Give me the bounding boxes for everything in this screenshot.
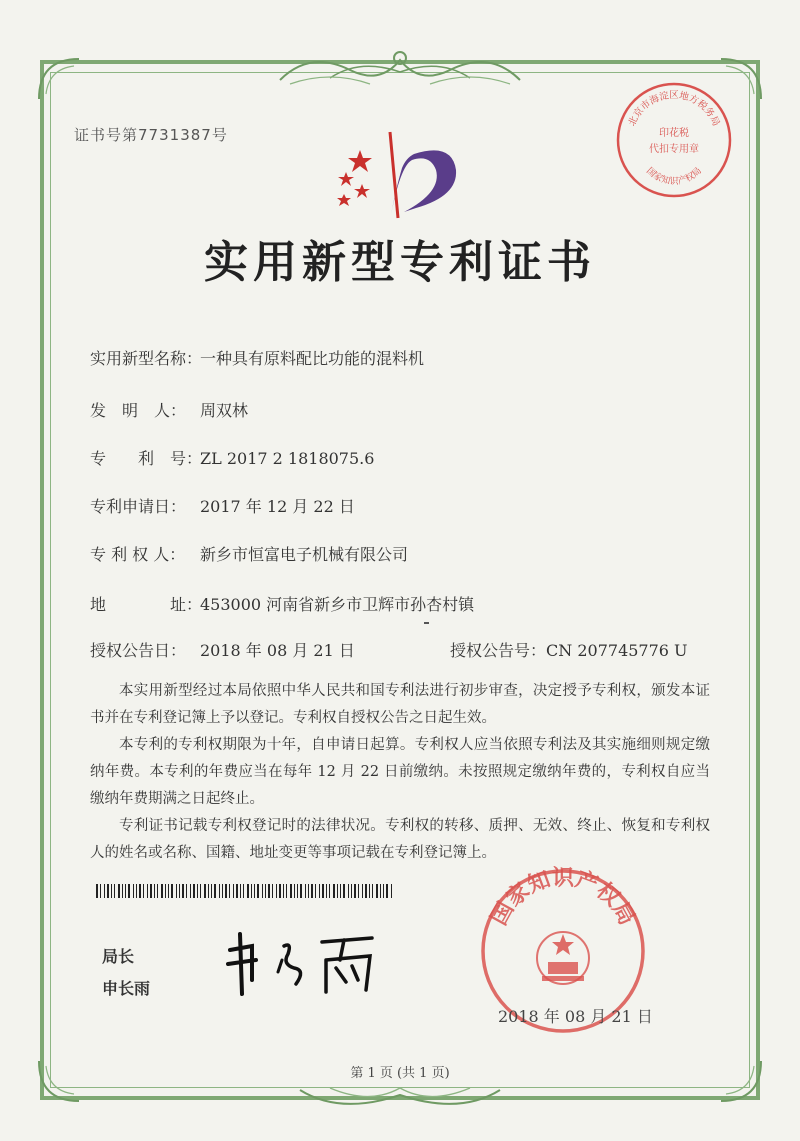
- barcode-bar: [358, 884, 359, 898]
- barcode-bar: [128, 884, 130, 898]
- barcode-bar: [251, 884, 252, 898]
- barcode-bar: [297, 884, 298, 898]
- barcode-bar: [383, 884, 384, 898]
- barcode-bar: [96, 884, 98, 898]
- barcode-bar: [240, 884, 241, 898]
- barcode-bar: [369, 884, 370, 898]
- barcode-bar: [365, 884, 367, 898]
- barcode-bar: [268, 884, 270, 898]
- certificate-number: 证书号第7731387号: [74, 126, 228, 144]
- barcode-bar: [386, 884, 388, 898]
- barcode-bar: [133, 884, 134, 898]
- barcode-bar: [171, 884, 173, 898]
- barcode-bar: [272, 884, 273, 898]
- director-role: 局长: [102, 947, 135, 966]
- barcode-bar: [204, 884, 206, 898]
- barcode-bar: [214, 884, 216, 898]
- barcode-bar: [147, 884, 148, 898]
- barcode-bar: [254, 884, 255, 898]
- barcode-bar: [276, 884, 277, 898]
- barcode-bar: [329, 884, 330, 898]
- barcode-bar: [154, 884, 155, 898]
- barcode-bar: [290, 884, 292, 898]
- tax-stamp: [612, 78, 736, 202]
- barcode-bar: [391, 884, 392, 898]
- barcode-bar: [136, 884, 137, 898]
- barcode-bar: [308, 884, 309, 898]
- svg-text:国家知识产权局: 国家知识产权局: [486, 866, 640, 930]
- barcode-bar: [372, 884, 373, 898]
- body-paragraph: 本实用新型经过本局依照中华人民共和国专利法进行初步审查，决定授予专利权，颁发本证书并在专利登记簿上予以登记。专利权自授权公告之日起生效。: [90, 683, 710, 726]
- director-signature: [222, 920, 392, 1000]
- field-grant-date: 授权公告日： 2018 年 08 月 21 日: [90, 641, 355, 660]
- field-patentee: 专 利 权 人： 新乡市恒富电子机械有限公司: [90, 545, 409, 564]
- barcode-bar: [168, 884, 169, 898]
- body-paragraph: 专利证书记载专利权登记时的法律状况。专利权的转移、质押、无效、终止、恢复和专利权人的姓名或名称、国籍、地址变更等事项记载在专利登记簿上。: [90, 818, 710, 861]
- svg-text:代扣专用章: 代扣专用章: [649, 144, 699, 155]
- svg-text:国家知识产权局: 国家知识产权局: [644, 166, 704, 187]
- barcode-bar: [362, 884, 363, 898]
- barcode-bar: [351, 884, 352, 898]
- barcode-bar: [326, 884, 327, 898]
- barcode-bar: [150, 884, 152, 898]
- barcode-bar: [165, 884, 166, 898]
- barcode-bar: [257, 884, 259, 898]
- barcode-bar: [182, 884, 184, 898]
- field-address: 地 址：453000 河南省新乡市卫辉市孙杏村镇: [90, 595, 475, 614]
- barcode-bar: [243, 884, 244, 898]
- field-filing-date: 专利申请日： 2017 年 12 月 22 日: [90, 497, 355, 516]
- barcode-bar: [139, 884, 141, 898]
- barcode-bar: [333, 884, 335, 898]
- barcode-bar: [197, 884, 198, 898]
- barcode-bar: [354, 884, 356, 898]
- barcode-bar: [143, 884, 144, 898]
- barcode-bar: [186, 884, 187, 898]
- barcode-bar: [337, 884, 338, 898]
- barcode-bar: [343, 884, 345, 898]
- barcode-bar: [161, 884, 163, 898]
- barcode-bar: [114, 884, 115, 898]
- barcode-bar: [200, 884, 201, 898]
- director-name: 申长雨: [102, 979, 151, 998]
- barcode-bar: [305, 884, 306, 898]
- barcode-bar: [229, 884, 230, 898]
- barcode-bar: [315, 884, 316, 898]
- barcode-bar: [125, 884, 126, 898]
- barcode-bar: [262, 884, 263, 898]
- barcode-bar: [247, 884, 249, 898]
- corner-ornament-icon: [34, 54, 84, 104]
- barcode-bar: [193, 884, 195, 898]
- field-inventor: 发 明 人： 周双林: [90, 401, 249, 420]
- body-paragraph: 本专利的专利权期限为十年，自申请日起算。专利权人应当依照专利法及其实施细则规定缴纳年费。本专利的年费应当在每年 12 月 22 日前缴纳。未按照规定缴纳年费的，专利权自应当缴纳年费期满之日起终止。: [90, 737, 710, 807]
- patent-office-logo-icon: [332, 128, 472, 228]
- barcode-bar: [233, 884, 234, 898]
- barcode-bar: [157, 884, 158, 898]
- barcode-bar: [225, 884, 227, 898]
- barcode-bar: [122, 884, 123, 898]
- barcode-bar: [340, 884, 341, 898]
- barcode-bar: [348, 884, 349, 898]
- barcode-bar: [208, 884, 209, 898]
- barcode-bar: [294, 884, 295, 898]
- barcode-bar: [311, 884, 313, 898]
- barcode-bar: [111, 884, 112, 898]
- barcode-bar: [107, 884, 109, 898]
- svg-text:北京市海淀区地方税务局: 北京市海淀区地方税务局: [626, 90, 722, 128]
- seal-date: 2018 年 08 月 21 日: [498, 1007, 653, 1026]
- barcode-bar: [104, 884, 105, 898]
- barcode-bar: [100, 884, 101, 898]
- barcode-bar: [376, 884, 378, 898]
- barcode-bar: [219, 884, 220, 898]
- barcode-bar: [380, 884, 381, 898]
- svg-text:印花税: 印花税: [659, 128, 689, 139]
- barcode-bar: [236, 884, 238, 898]
- page-number: 第 1 页 (共 1 页): [350, 1066, 450, 1081]
- barcode-bar: [222, 884, 223, 898]
- field-utility-name: 实用新型名称：一种具有原料配比功能的混料机: [90, 349, 425, 368]
- divider: [424, 622, 429, 624]
- bottom-ornament-icon: [290, 1080, 510, 1120]
- barcode-bar: [322, 884, 324, 898]
- barcode-bar: [179, 884, 180, 898]
- barcode-bar: [190, 884, 191, 898]
- barcode-bar: [319, 884, 320, 898]
- barcode-bar: [279, 884, 281, 898]
- top-ornament-icon: [270, 40, 530, 90]
- barcode-bar: [211, 884, 212, 898]
- barcode-bar: [118, 884, 120, 898]
- barcode-bar: [286, 884, 287, 898]
- field-patent-number: 专 利 号：ZL 2017 2 1818075.6: [90, 449, 375, 468]
- barcode-icon: [96, 884, 396, 898]
- page-title: 实用新型专利证书: [204, 237, 596, 288]
- barcode-bar: [300, 884, 302, 898]
- barcode-bar: [265, 884, 266, 898]
- barcode-bar: [283, 884, 284, 898]
- certificate-body: [90, 678, 710, 867]
- barcode-bar: [176, 884, 177, 898]
- field-grant-number: 授权公告号：CN 207745776 U: [450, 641, 688, 660]
